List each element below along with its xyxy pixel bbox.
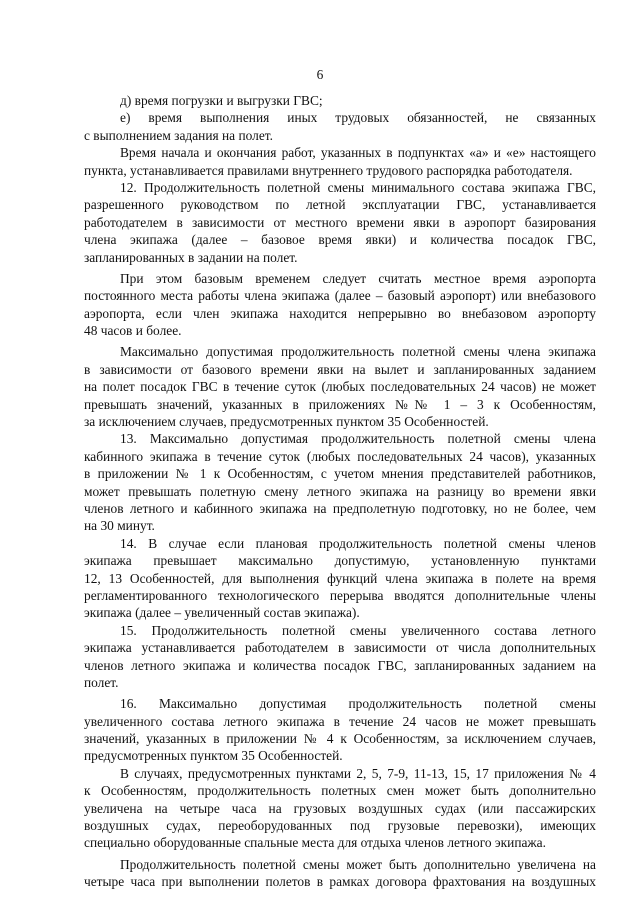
- text-line: Максимально допустимая продолжительность полетной смены члена экипажа: [120, 344, 596, 360]
- text-line: В случаях, предусмотренных пунктами 2, 5, 7-9, 11-13, 15, 17 приложения № 4: [120, 765, 596, 781]
- text-line: специально оборудованные спальные места для отдыха членов летного экипажа.: [84, 835, 546, 851]
- text-line: кабинного экипажа в течение суток (любых последовательных 24 часов), указанных: [84, 448, 596, 464]
- text-line: Время начала и окончания работ, указанных в подпунктах «а» и «е» настоящего: [120, 145, 596, 161]
- text-line: с выполнением задания на полет.: [84, 127, 273, 143]
- text-line: е) время выполнения иных трудовых обязанностей, не связанных: [120, 110, 596, 126]
- document-body: [84, 92, 596, 891]
- text-line: экипажа превышает максимально допустимую, установленную пунктами: [84, 553, 596, 569]
- text-line: экипажа устанавливается работодателем в зависимости от числа дополнительных: [84, 640, 596, 656]
- text-line: 13. Максимально допустимая продолжительность полетной смены члена: [120, 431, 596, 447]
- text-line: может превышать полетную смену летного экипажа на разницу во времени явки: [84, 483, 596, 499]
- text-line: 15. Продолжительность полетной смены увеличенного состава летного: [120, 622, 596, 638]
- text-line: экипажа (далее – увеличенный состав экипажа).: [84, 605, 360, 621]
- text-line: работодателем в зависимости от местного времени явки в аэропорт базирования: [84, 214, 596, 230]
- text-line: в зависимости от базового времени явки на вылет и запланированных заданием: [84, 361, 596, 377]
- text-line: увеличенного состава летного экипажа в течение 24 часов не может превышать: [84, 713, 596, 729]
- text-line: Продолжительность полетной смены может быть дополнительно увеличена на: [120, 856, 596, 872]
- text-line: 48 часов и более.: [84, 323, 182, 339]
- text-line: четыре часа при выполнении полетов в рамках договора фрахтования на воздушных: [84, 874, 596, 890]
- text-line: запланированных в задании на полет.: [84, 249, 298, 265]
- text-line: 12. Продолжительность полетной смены минимального состава экипажа ГВС,: [120, 179, 596, 195]
- text-line: увеличена на четыре часа на грузовых воздушных судах (или пассажирских: [84, 800, 596, 816]
- text-line: постоянного места работы члена экипажа (далее – базовый аэропорт) или внебазового: [84, 288, 596, 304]
- text-line: к Особенностям, продолжительность полетных смен может быть дополнительно: [84, 783, 596, 799]
- text-line: в приложении № 1 к Особенностям, с учетом мнения представителей работников,: [84, 466, 596, 482]
- text-line: аэропорта, если член экипажа находится непрерывно во внебазовом аэропорту: [84, 305, 596, 321]
- text-line: члена экипажа (далее – базовое время явки) и количества посадок ГВС,: [84, 232, 596, 248]
- text-line: на 30 минут.: [84, 518, 155, 534]
- text-line: предусмотренных пунктом 35 Особенностей.: [84, 748, 343, 764]
- text-line: воздушных судах, переоборудованных под грузовые перевозки), имеющих: [84, 818, 596, 834]
- text-line: 14. В случае если плановая продолжительность полетной смены членов: [120, 535, 596, 551]
- text-line: д) время погрузки и выгрузки ГВС;: [120, 93, 323, 108]
- text-line: 12, 13 Особенностей, для выполнения функций члена экипажа в полете на время: [84, 570, 596, 586]
- text-line: членов летного экипажа и количества посадок ГВС, запланированных заданием на: [84, 657, 596, 673]
- text-line: полет.: [84, 674, 119, 690]
- text-line: превышать значений, указанных в приложениях №№ 1 – 3 к Особенностям,: [84, 396, 596, 412]
- text-line: на полет посадок ГВС в течение суток (любых последовательных 24 часов) не может: [84, 379, 596, 395]
- text-line: При этом базовым временем следует считать местное время аэропорта: [120, 270, 596, 286]
- text-line: регламентированного технологического перерыва вводятся дополнительные члены: [84, 587, 596, 603]
- text-line: членов летного и кабинного экипажа на предполетную подготовку, но не более, чем: [84, 500, 596, 516]
- text-line: разрешенного руководством по летной эксплуатации ГВС, устанавливается: [84, 197, 596, 213]
- text-line: за исключением случаев, предусмотренных пунктом 35 Особенностей.: [84, 414, 489, 430]
- page-number: 6: [316, 67, 324, 82]
- text-line: значений, указанных в приложении № 4 к Особенностям, за исключением случаев,: [84, 731, 596, 747]
- text-line: 16. Максимально допустимая продолжительность полетной смены: [120, 696, 596, 712]
- text-line: пункта, устанавливается правилами внутреннего трудового распорядка работодателя.: [84, 162, 573, 178]
